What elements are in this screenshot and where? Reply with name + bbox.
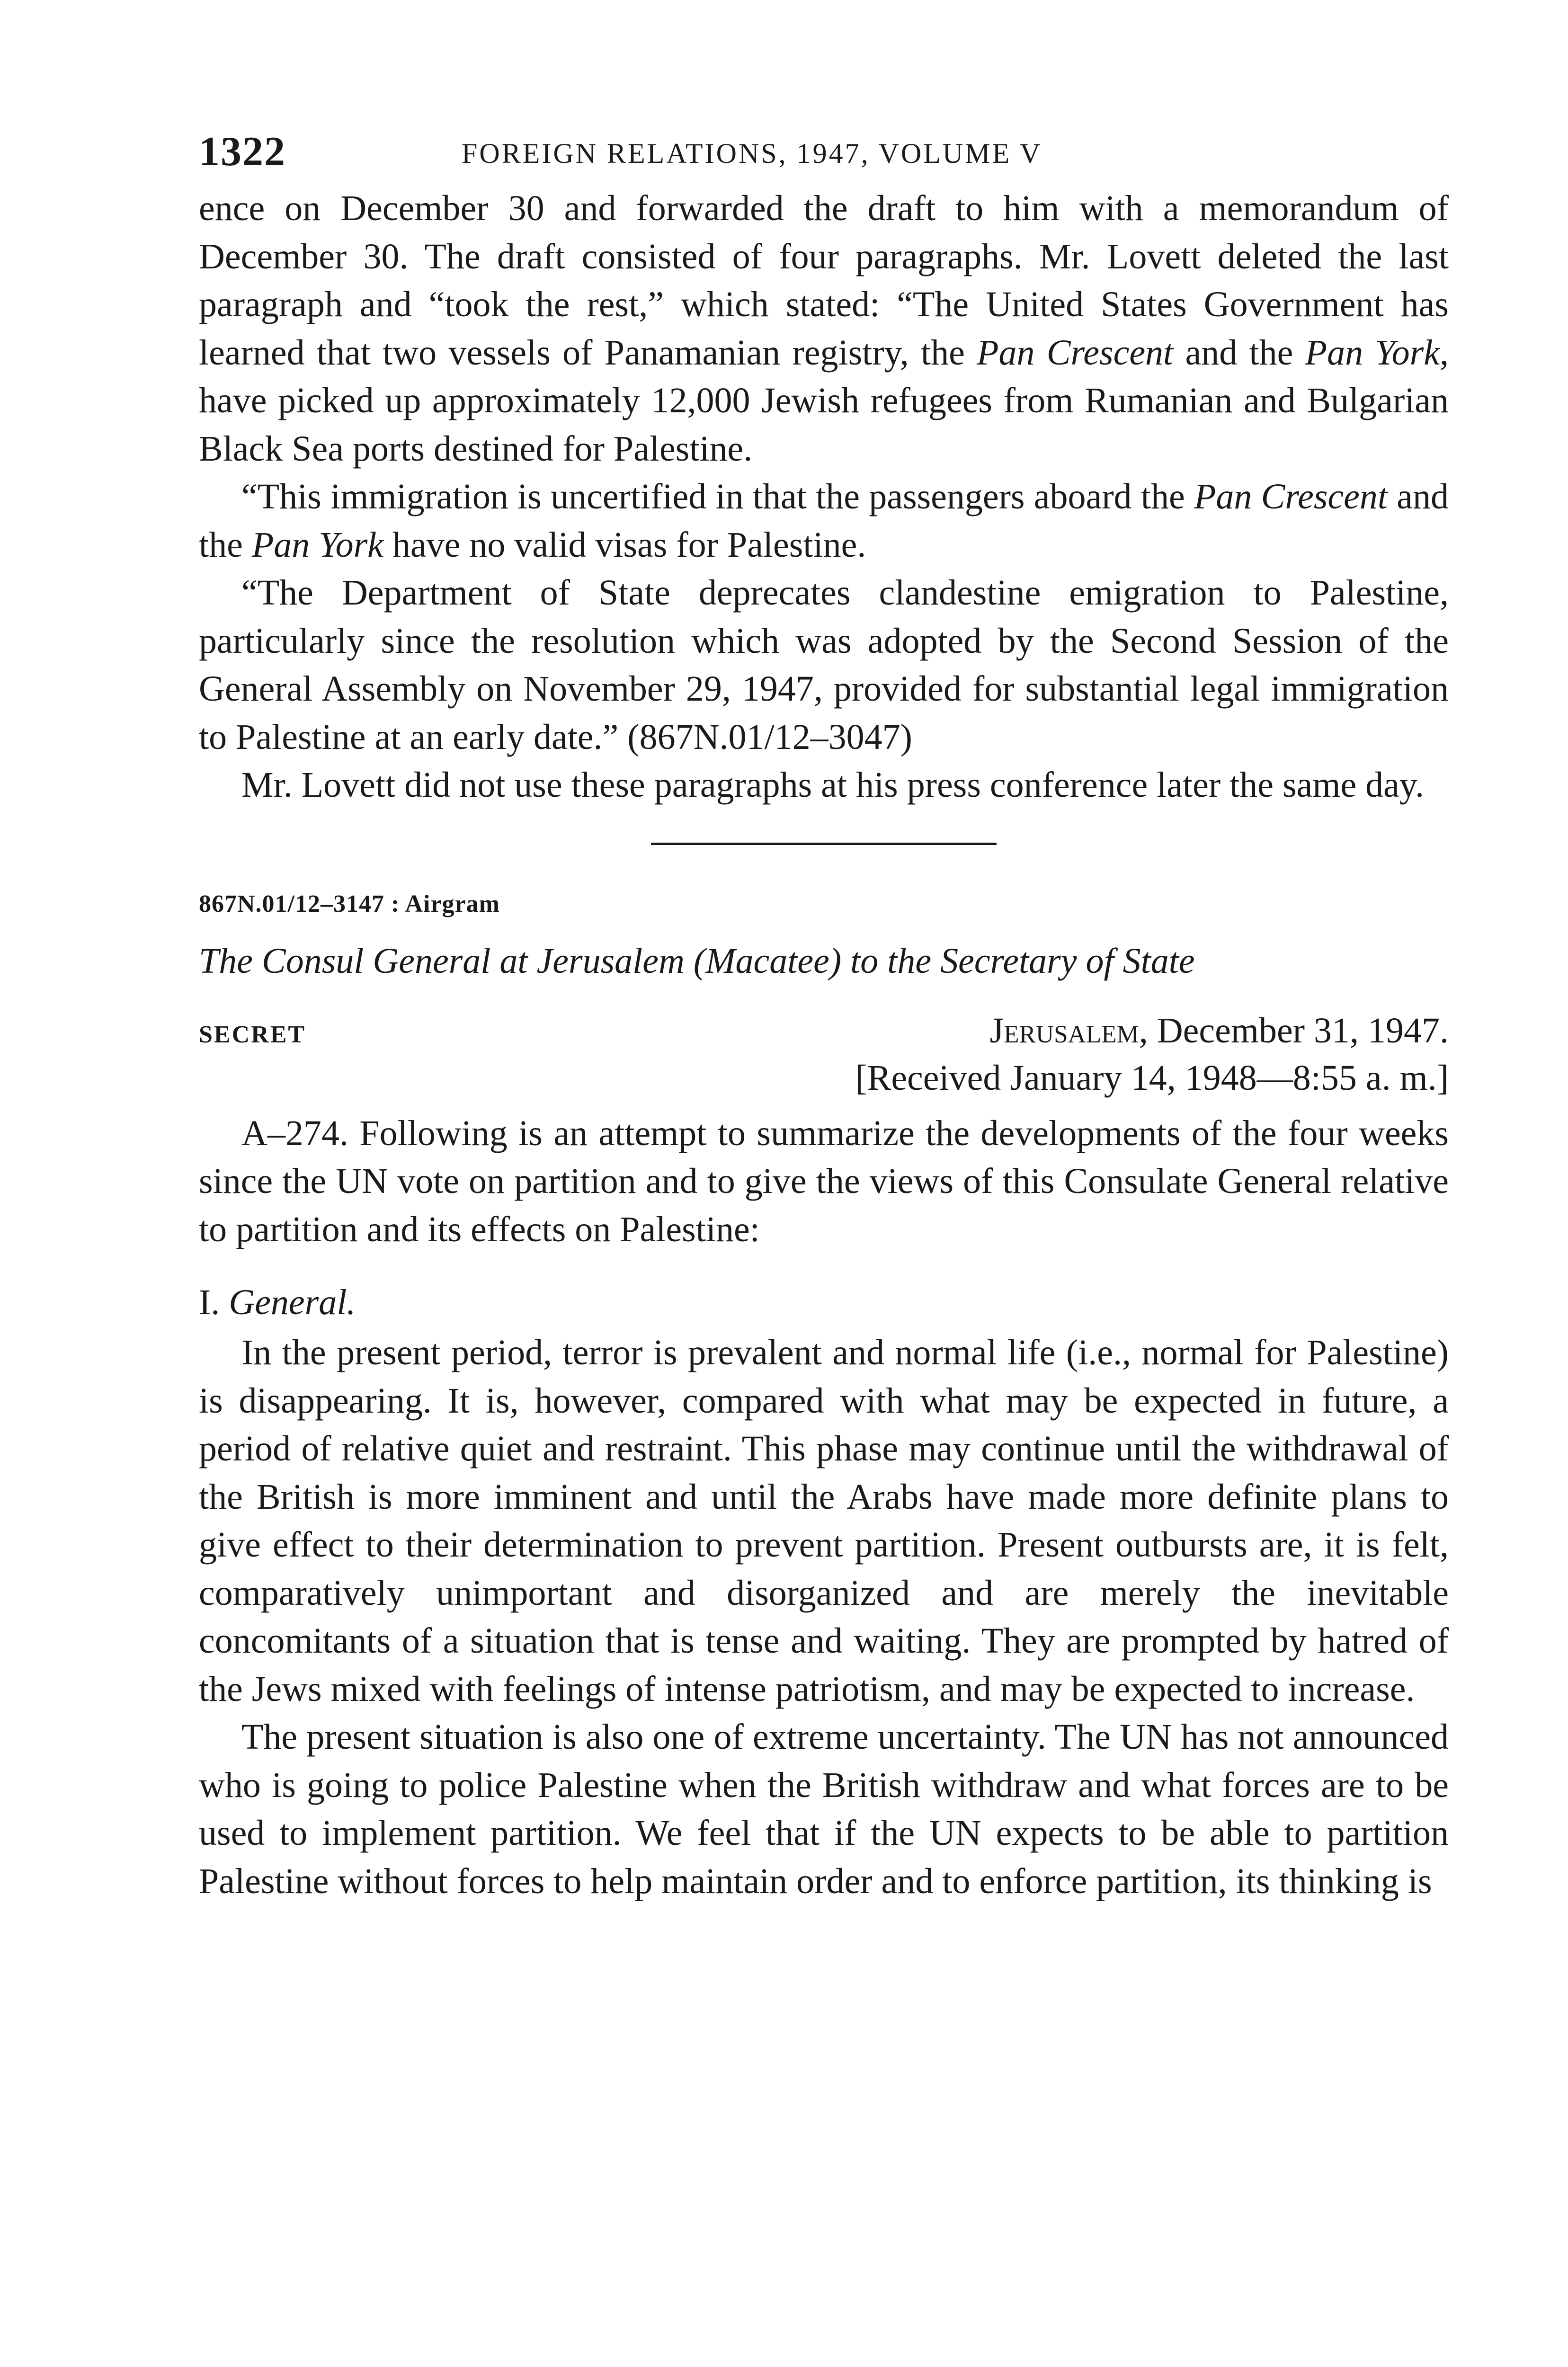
- running-head: [199, 128, 1449, 185]
- ship-name: Pan Crescent: [1194, 477, 1388, 516]
- text-run: , have picked up approximately 12,000 Jewish refugees from Rumanian and Bulgarian Black Sea ports destined for Palestine.: [199, 332, 1449, 469]
- ship-name: Pan York: [251, 525, 383, 565]
- body-paragraph: In the present period, terror is prevalent and normal life (i.e., normal for Palestine) is disappearing. It is, however, compared with what may be expected in future, a period of relative quiet and restraint. This phase may continue until the withdrawal of the British is more imminent and until the Arabs have made more definite plans to give effect to their determination to prevent partition. Present outbursts are, it is felt, comparatively unimportant and disorganized and are merely the inevitable concomitants of a situation that is tense and waiting. They are prompted by hatred of the Jews mixed with feelings of intense patriotism, and may be expected to increase.: [199, 1333, 1449, 1709]
- text-run: and the: [199, 477, 1449, 565]
- text-run: “This immigration is uncertified in that the passengers aboard the: [241, 477, 1194, 516]
- body-paragraph: The present situation is also one of extreme uncertainty. The UN has not announced who is going to police Palestine when the British withdraw and what forces are to be used to implement partition. We feel that if the UN expects to be able to partition Palestine without forces to help maintain order and to enforce partition, its thinking is: [199, 1717, 1449, 1901]
- intro-paragraph: A–274. Following is an attempt to summarize the developments of the four weeks since the UN vote on partition and to give the views of this Consulate General relative to partition and its effects on Palestine:: [199, 1113, 1449, 1249]
- dateline: [199, 1010, 1449, 1110]
- text-run: ence on December 30 and forwarded the draft to him with a memorandum of December 30. The draft consisted of four paragraphs. Mr. Lovett deleted the last paragraph and “took the rest,” which stated: “The United States Government has learned that two vessels of Panamanian registry, the: [199, 188, 1449, 373]
- section-number: I.: [199, 1282, 229, 1322]
- section-title: General.: [229, 1282, 356, 1322]
- received-note: [Received January 14, 1948—8:55 a. m.]: [855, 1058, 1449, 1098]
- page-number: 1322: [199, 129, 286, 175]
- text-run: and the: [1173, 332, 1305, 373]
- running-title: FOREIGN RELATIONS, 1947, VOLUME V: [462, 138, 1042, 169]
- document-page: [199, 128, 1449, 1905]
- section-divider: [651, 843, 997, 845]
- classification-label: SECRET: [199, 1021, 306, 1048]
- quoted-paragraph: “The Department of State deprecates clandestine emigration to Palestine, particularly since the resolution which was adopted by the Second Session of the General Assembly on November 29, 1947, provided for substantial legal immigration to Palestine at an early date.” (867N.01/12–3047): [199, 573, 1449, 757]
- file-reference: 867N.01/12–3147 : Airgram: [199, 890, 500, 917]
- text-run: have no valid visas for Palestine.: [383, 525, 866, 565]
- place-date: [990, 1010, 1449, 1051]
- document-title: The Consul General at Jerusalem (Macatee) to the Secretary of State: [199, 941, 1195, 981]
- continued-paragraph: [199, 185, 1449, 473]
- quoted-paragraph: [199, 473, 1449, 569]
- section-heading: [199, 1282, 1449, 1323]
- ship-name: Pan Crescent: [977, 332, 1174, 373]
- ship-name: Pan York: [1305, 332, 1440, 373]
- place-name: Jerusalem: [989, 1010, 1139, 1050]
- closing-paragraph: Mr. Lovett did not use these paragraphs at his press conference later the same day.: [241, 765, 1424, 805]
- date-text: , December 31, 1947.: [1139, 1010, 1449, 1050]
